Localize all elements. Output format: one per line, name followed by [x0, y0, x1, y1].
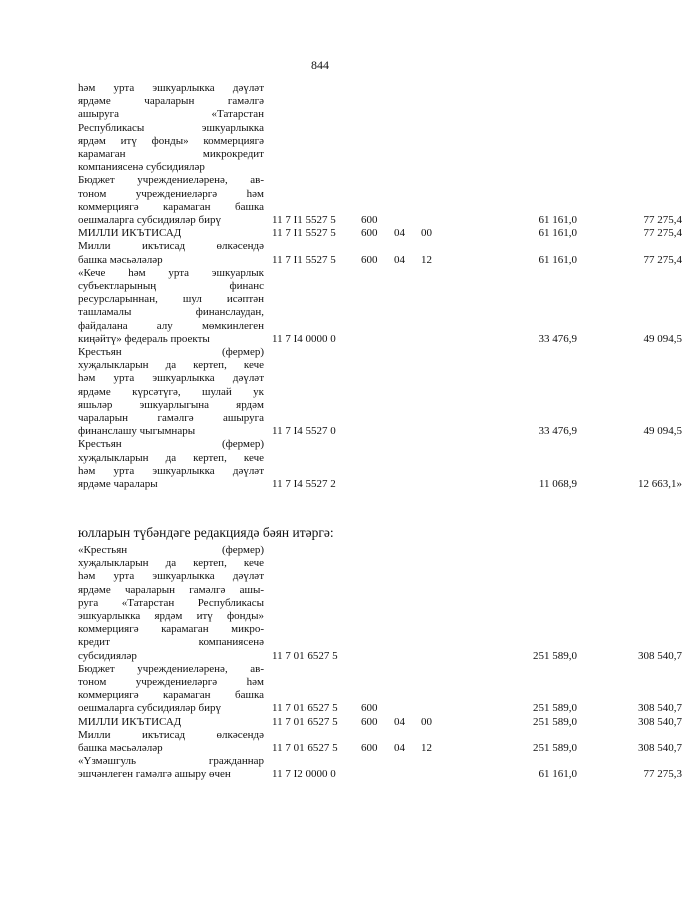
amount-year-2: 308 540,7 [638, 702, 682, 715]
subsection-code: 00 [421, 227, 432, 240]
table-row [78, 755, 688, 781]
target-article-code: 11 7 I2 0000 0 [272, 768, 336, 781]
row-description [78, 82, 264, 174]
description-line: эшчәнлеген гамәлгә ашыру өчен [78, 768, 231, 781]
description-line: ресурсларыннан, шул исәптән [78, 293, 264, 306]
section-heading: юлларын түбәндәге редакциядә бәян итәргә: [78, 525, 334, 540]
amount-year-1: 33 476,9 [538, 425, 577, 438]
description-line: коммерциягә карамаган микро- [78, 623, 264, 636]
amount-year-1: 251 589,0 [533, 702, 577, 715]
description-line: һәм урта эшкуарлыкка дәүләт [78, 82, 264, 94]
description-line: чараларын гамәлгә ашыруга [78, 412, 264, 425]
table-row [78, 267, 688, 346]
target-article-code: 11 7 I1 5527 5 [272, 253, 336, 266]
amount-year-1: 251 589,0 [533, 715, 577, 728]
section-code: 04 [394, 227, 405, 240]
description-line: һәм урта эшкуарлыкка дәүләт [78, 570, 264, 583]
amount-year-1: 61 161,0 [538, 214, 577, 227]
table-row [78, 663, 688, 716]
description-line: субъектларының финанс [78, 280, 264, 293]
target-article-code: 11 7 I4 5527 2 [272, 478, 336, 491]
target-article-code: 11 7 01 6527 5 [272, 702, 338, 715]
row-description [78, 174, 264, 227]
description-line: руга «Татарстан Республикасы [78, 596, 264, 609]
description-line: карамаган микрокредит [78, 148, 264, 161]
amount-year-2: 77 275,4 [643, 214, 682, 227]
budget-table-continued [78, 82, 688, 491]
expense-type-code: 600 [361, 227, 378, 240]
amount-year-1: 61 161,0 [538, 227, 577, 240]
subsection-code: 00 [421, 715, 432, 728]
description-line: эшкуарлыкка ярдәм итү фонды» [78, 610, 264, 623]
description-line: кредит компаниясенә [78, 636, 264, 649]
expense-type-code: 600 [361, 253, 378, 266]
target-article-code: 11 7 I4 0000 0 [272, 332, 336, 345]
description-line: МИЛЛИ ИКЪТИСАД [78, 227, 182, 240]
description-line: ташламалы финанслаудан, [78, 306, 264, 319]
table-row [78, 438, 688, 491]
amount-year-2: 308 540,7 [638, 742, 682, 755]
expense-type-code: 600 [361, 214, 378, 227]
row-description [78, 663, 264, 716]
description-line: башка мәсьәләләр [78, 742, 163, 755]
amount-year-2: 49 094,5 [643, 425, 682, 438]
description-line: Крестьян (фермер) [78, 438, 264, 451]
description-line: Милли икътисад өлкәсендә [78, 240, 264, 253]
target-article-code: 11 7 I1 5527 5 [272, 227, 336, 240]
description-line: һәм урта эшкуарлыкка дәүләт [78, 464, 264, 477]
amount-year-2: 77 275,4 [643, 227, 682, 240]
description-line: киңәйтү» федераль проекты [78, 332, 210, 345]
amount-year-1: 11 068,9 [538, 478, 577, 491]
amount-year-1: 61 161,0 [538, 253, 577, 266]
description-line: коммерциягә карамаган башка [78, 200, 264, 213]
table-row [78, 729, 688, 755]
row-description [78, 544, 264, 663]
description-line: Бюджет учреждениеләренә, ав- [78, 662, 264, 675]
section-code: 04 [394, 715, 405, 728]
description-line: һәм урта эшкуарлыкка дәүләт [78, 372, 264, 385]
row-description [78, 227, 264, 240]
description-line: ярдәме күрсәтүгә, шулай ук [78, 385, 264, 398]
description-line: ярдәм итү фонды» коммерциягә [78, 134, 264, 147]
description-line: Крестьян (фермер) [78, 346, 264, 359]
description-line: «Крестьян (фермер) [78, 544, 264, 556]
section-code: 04 [394, 253, 405, 266]
description-line: тоном учреждениеләргә һәм [78, 676, 264, 689]
description-line: оешмаларга субсидияләр бирү [78, 702, 221, 715]
target-article-code: 11 7 01 6527 5 [272, 715, 338, 728]
amount-year-2: 308 540,7 [638, 715, 682, 728]
table-row [78, 82, 688, 174]
target-article-code: 11 7 01 6527 5 [272, 649, 338, 662]
description-line: финанслашу чыгымнары [78, 425, 196, 438]
description-line: оешмаларга субсидияләр бирү [78, 214, 221, 227]
description-line: Республикасы эшкуарлыкка [78, 121, 264, 134]
section-code: 04 [394, 742, 405, 755]
expense-type-code: 600 [361, 715, 378, 728]
target-article-code: 11 7 I4 5527 0 [272, 425, 336, 438]
row-description [78, 267, 264, 346]
description-line: башка мәсьәләләр [78, 253, 163, 266]
description-line: компаниясенә субсидияләр [78, 161, 205, 174]
description-line: «Кече һәм урта эшкуарлык [78, 266, 264, 279]
subsection-code: 12 [421, 253, 432, 266]
expense-type-code: 600 [361, 742, 378, 755]
description-line: хуҗалыкларын да кертеп, кече [78, 359, 264, 372]
amount-year-2: 77 275,3 [643, 768, 682, 781]
row-description [78, 755, 264, 781]
description-line: МИЛЛИ ИКЪТИСАД [78, 715, 182, 728]
target-article-code: 11 7 I1 5527 5 [272, 214, 336, 227]
amount-year-1: 251 589,0 [533, 742, 577, 755]
budget-table-new-wording [78, 544, 688, 782]
page-number: 844 [311, 58, 329, 72]
description-line: Бюджет учреждениеләренә, ав- [78, 174, 264, 187]
target-article-code: 11 7 01 6527 5 [272, 742, 338, 755]
row-description [78, 729, 264, 755]
table-row [78, 716, 688, 729]
amount-year-2: 49 094,5 [643, 332, 682, 345]
table-row [78, 346, 688, 438]
description-line: «Үзмәшгуль гражданнар [78, 755, 264, 768]
description-line: яшьләр эшкуарлыгына ярдәм [78, 398, 264, 411]
description-line: коммерциягә карамаган башка [78, 689, 264, 702]
expense-type-code: 600 [361, 702, 378, 715]
row-description [78, 716, 264, 729]
amount-year-2: 12 663,1» [638, 478, 682, 491]
description-line: файдалана алу мөмкинлеген [78, 319, 264, 332]
row-description [78, 438, 264, 491]
description-line: ярдәме чараларын гамәлгә ашы- [78, 583, 264, 596]
description-line: Милли икътисад өлкәсендә [78, 728, 264, 741]
description-line: тоном учреждениеләргә һәм [78, 187, 264, 200]
amount-year-1: 61 161,0 [538, 768, 577, 781]
table-row [78, 544, 688, 663]
subsection-code: 12 [421, 742, 432, 755]
description-line: хуҗалыкларын да кертеп, кече [78, 557, 264, 570]
table-row [78, 227, 688, 240]
row-description [78, 346, 264, 438]
description-line: ярдәме чараларын гамәлгә [78, 95, 264, 108]
amount-year-2: 308 540,7 [638, 649, 682, 662]
description-line: субсидияләр [78, 649, 137, 662]
row-description [78, 240, 264, 266]
amount-year-1: 251 589,0 [533, 649, 577, 662]
description-line: ярдәме чаралары [78, 478, 158, 491]
table-row [78, 174, 688, 227]
description-line: хуҗалыкларын да кертеп, кече [78, 451, 264, 464]
amount-year-1: 33 476,9 [538, 332, 577, 345]
description-line: ашыруга «Татарстан [78, 108, 264, 121]
amount-year-2: 77 275,4 [643, 253, 682, 266]
table-row [78, 240, 688, 266]
